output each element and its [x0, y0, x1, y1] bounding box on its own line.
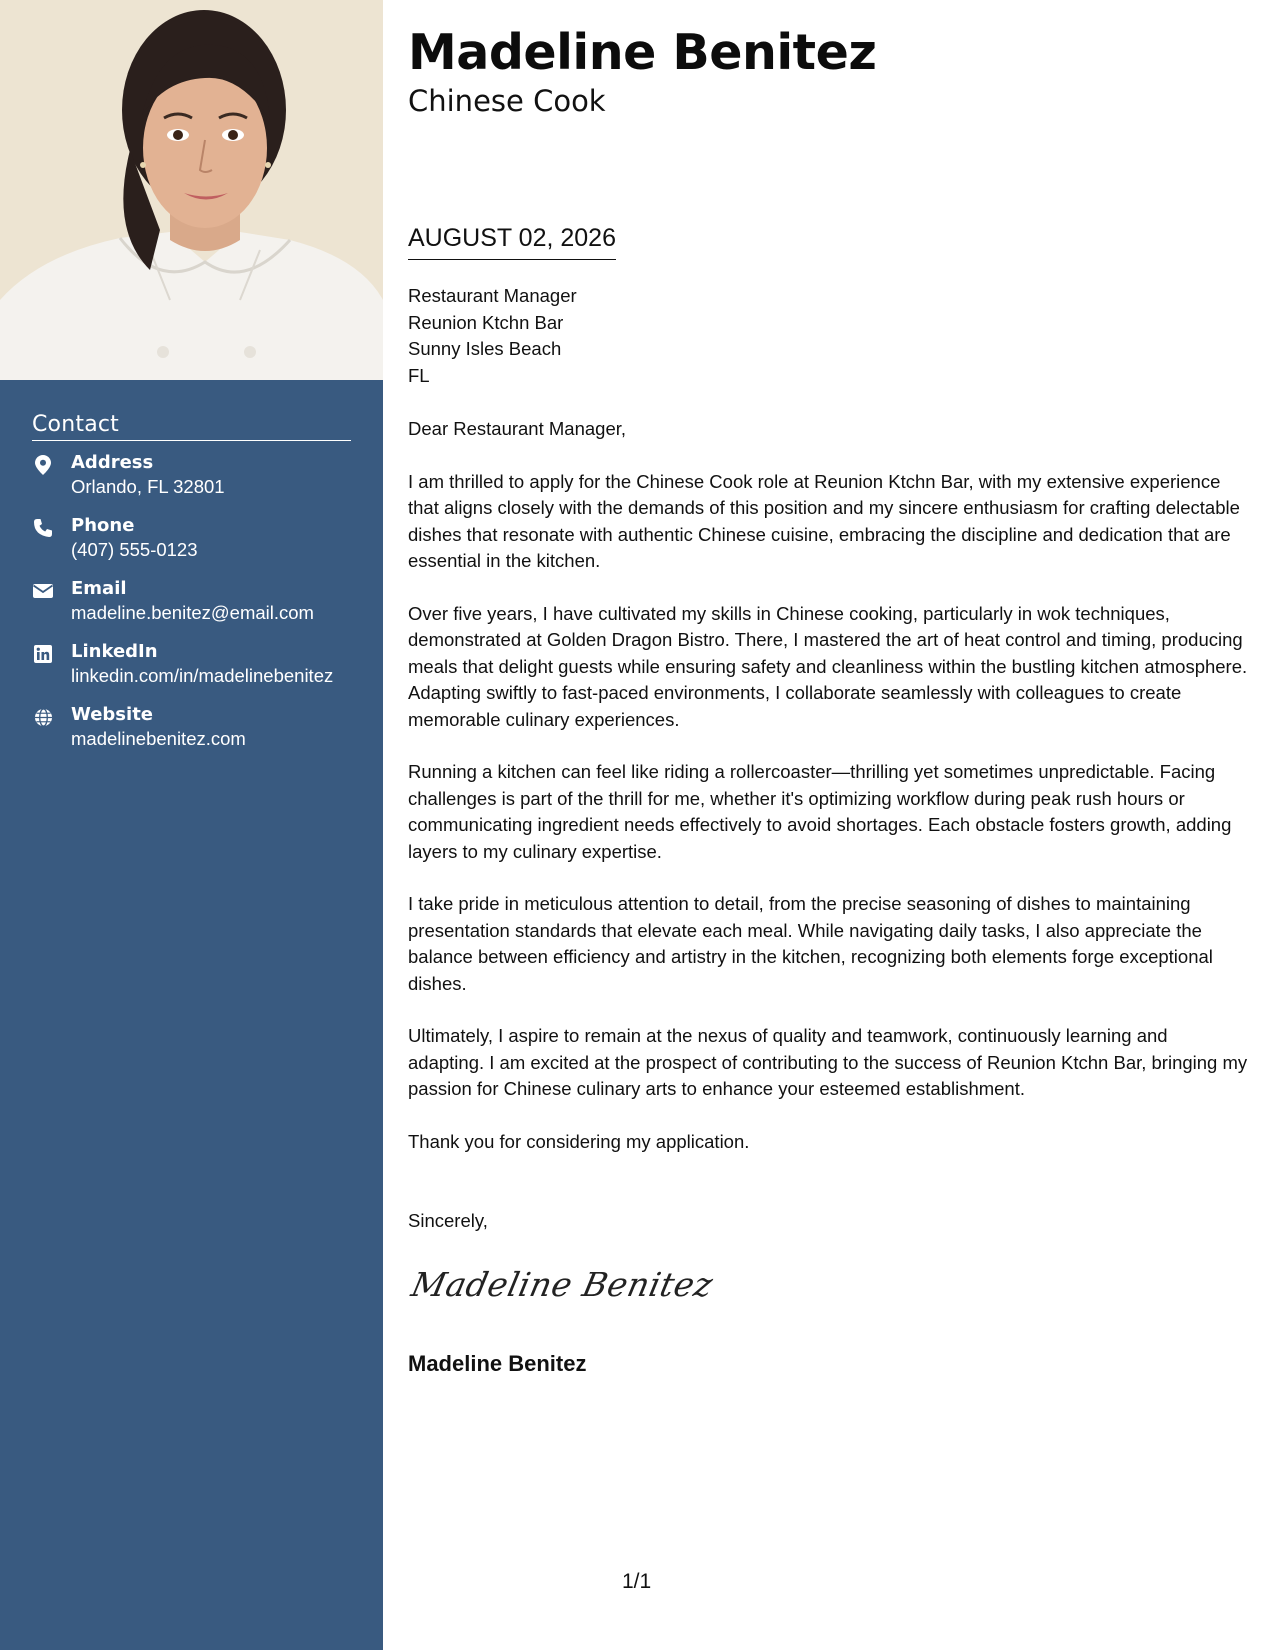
recipient-line: FL: [408, 364, 430, 386]
signer-name: Madeline Benitez: [408, 1351, 587, 1376]
address-label: Address: [71, 452, 154, 473]
body-paragraph: I am thrilled to apply for the Chinese Cook role at Reunion Ktchn Bar, with my extensive experience that aligns closely with the demands of this position and my sincere enthusiasm for crafting delectable dishes that resonate with authentic Chinese cuisine, embracing the discipline and dedication that are essential in the kitchen.: [408, 470, 1240, 571]
body-paragraph: Over five years, I have cultivated my skills in Chinese cooking, particularly in wok techniques, demonstrated at Golden Dragon Bistro. There, I mastered the art of heat control and timing, producing meals that delight guests while ensuring safety and cleanliness within the bustling kitchen atmosphere. Adapting swiftly to fast-paced environments, I collaborate seamlessly with colleagues to create memorable culinary experiences.: [408, 602, 1248, 730]
letter-date: AUGUST 02, 2026: [408, 224, 616, 260]
contact-item-website: [32, 703, 351, 766]
sidebar: [0, 0, 383, 1650]
email-label: Email: [71, 578, 127, 599]
body-paragraph: I take pride in meticulous attention to detail, from the precise seasoning of dishes to maintaining presentation standards that elevate each meal. While navigating daily tasks, I also appreciate the balance between efficiency and artistry in the kitchen, recognizing both elements forge exceptional dishes.: [408, 893, 1213, 994]
applicant-name: Madeline Benitez: [408, 24, 877, 81]
map-pin-icon: [32, 454, 54, 476]
salutation: Dear Restaurant Manager,: [408, 418, 627, 439]
body-paragraph: Thank you for considering my application.: [408, 1130, 750, 1152]
recipient-line: Reunion Ktchn Bar: [408, 311, 564, 333]
signature: Madeline Benitez: [408, 1265, 717, 1304]
recipient-line: Restaurant Manager: [408, 285, 577, 306]
website-value[interactable]: madelinebenitez.com: [71, 728, 246, 749]
phone-label: Phone: [71, 515, 135, 536]
body-paragraph: Ultimately, I aspire to remain at the nexus of quality and teamwork, continuously learning and adapting. I am excited at the prospect of contributing to the success of Reunion Ktchn Bar, bringing my passion for Chinese culinary arts to enhance your esteemed establishment.: [408, 1025, 1248, 1099]
recipient-line: Sunny Isles Beach: [408, 338, 562, 359]
page-number: 1/1: [622, 1570, 652, 1593]
contact-section: [32, 412, 351, 766]
profile-photo: [0, 0, 383, 380]
contact-list: [32, 451, 351, 766]
closing: Sincerely,: [408, 1210, 488, 1231]
linkedin-value[interactable]: linkedin.com/in/madelinebenitez: [71, 665, 334, 686]
envelope-icon: [32, 580, 54, 602]
address-value: Orlando, FL 32801: [71, 476, 225, 497]
linkedin-icon: [32, 643, 54, 665]
website-label: Website: [71, 704, 154, 725]
job-title: Chinese Cook: [408, 84, 606, 118]
contact-item-phone: [32, 514, 351, 577]
email-value[interactable]: madeline.benitez@email.com: [71, 602, 314, 623]
contact-item-email: [32, 577, 351, 640]
globe-icon: [32, 706, 54, 728]
phone-value[interactable]: (407) 555-0123: [71, 539, 198, 560]
letter-body: [408, 416, 1248, 1181]
phone-icon: [32, 517, 54, 539]
contact-item-address: [32, 451, 351, 514]
contact-heading: Contact: [32, 412, 351, 441]
linkedin-label: LinkedIn: [71, 641, 158, 662]
body-paragraph: Running a kitchen can feel like riding a rollercoaster—thrilling yet sometimes unpredictable. Facing challenges is part of the thrill for me, whether it's optimizing workflow during peak rush hours or communicating ingredient needs effectively to avoid shortages. Each obstacle fosters growth, adding layers to my culinary expertise.: [408, 761, 1232, 862]
contact-item-linkedin: [32, 640, 351, 703]
recipient-block: [408, 283, 577, 389]
